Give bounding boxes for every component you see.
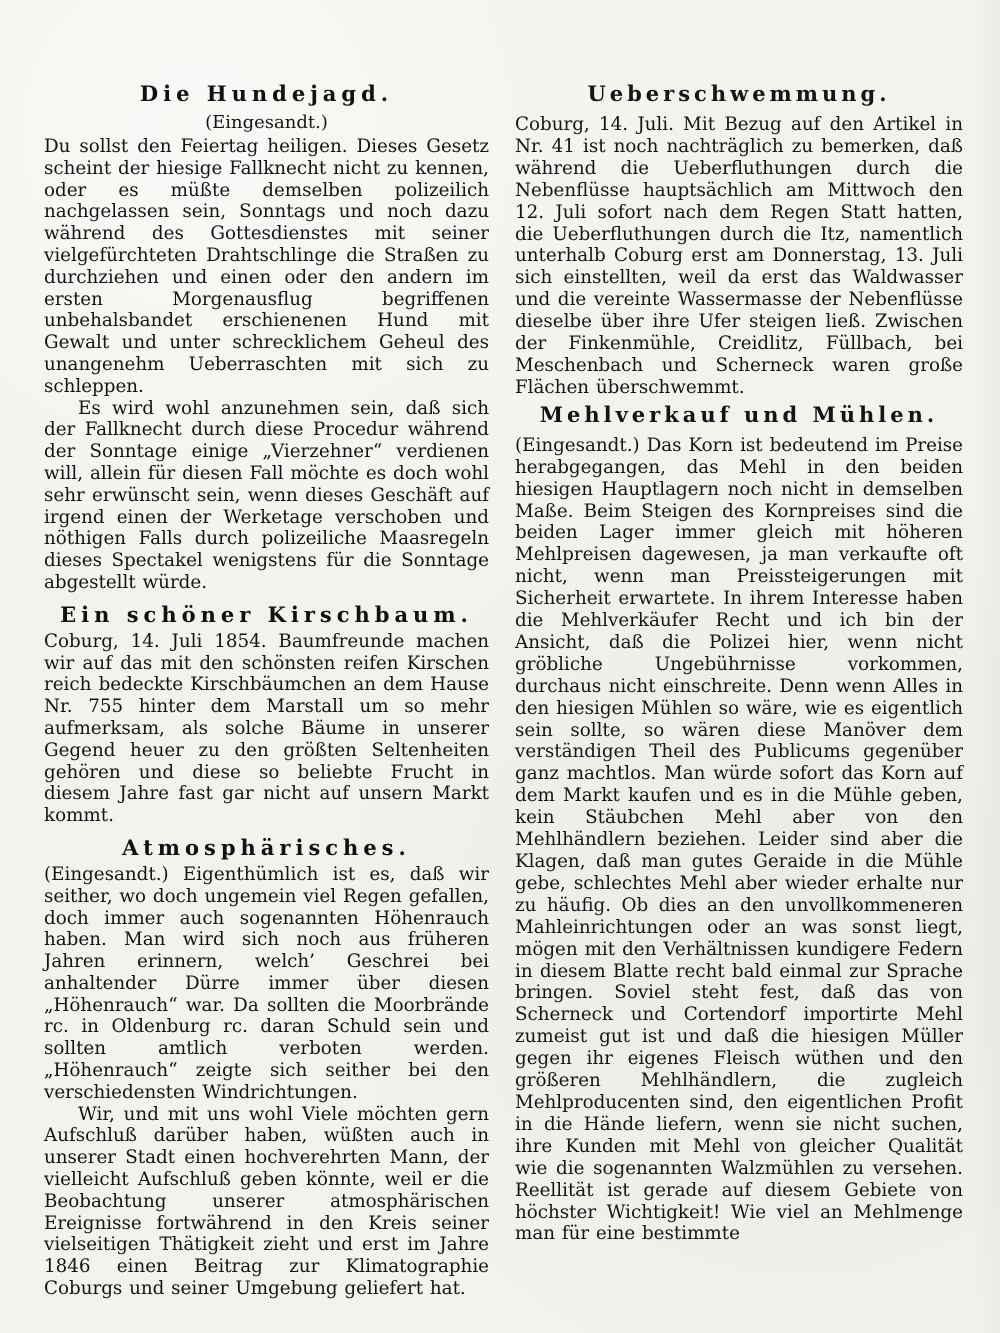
section-title-atmosphaerisches: Atmosphärisches. — [122, 834, 411, 860]
paragraph-hundejagd-2: Es wird wohl anzunehmen sein, daß sich der Fallknecht durch diese Procedur während der Sonntage einige „Vierzehner“ verdienen will, allein für diesen Fall möchte es doch wohl sehr erwünscht sein, wenn dieses Geschäft auf irgend einen der Werketage verschoben und nöthigen Falls durch polizeiliche Maasregeln dieses Spectakel wenigstens für die Sonntage abgestellt würde. — [44, 397, 489, 593]
paragraph-atmosphaerisches-2: Wir, und mit uns wohl Viele möchten gern Aufschluß darüber haben, wüßten auch in unserer Stadt einen hochverehrten Mann, der vielleicht Aufschluß geben könnte, weil er die Beobachtung unserer atmosphärischen Ereignisse fortwährend in den Kreis seiner vielseitigen Thätigkeit zieht und erst im Jahre 1846 einen Beitrag zur Klimatographie Coburgs und seiner Umgebung geliefert hat. — [44, 1103, 489, 1300]
paragraph-mehlverkauf-1: (Eingesandt.) Das Korn ist bedeutend im Preise herabgegangen, das Mehl in den beiden hiesigen Hauptlagern noch nicht in demselben Maße. Beim Steigen des Kornpreises sind die beiden Lager immer gleich mit höheren Mehlpreisen dagewesen, ja man verkaufte oft nicht, wenn man Preissteigerungen mit Sicherheit erwartete. In ihrem Interesse haben die Mehlverkäufer Recht und ich bin der Ansicht, daß die Polizei hier, wenn nicht gröbliche Ungebührnisse vorkommen, durchaus nicht einschreite. Denn wenn Alles in den hiesigen Mühlen so wäre, wie es eigentlich sein sollte, so wären diese Manöver dem verständigen Theil des Publicums gegenüber ganz machtlos. Man würde sofort das Korn auf dem Markt kaufen und es in die Mühle geben, kein Stäubchen Mehl aber von den Mehlhändlern beziehen. Leider sind aber die Klagen, daß man gutes Geraide in die Mühle gebe, schlechtes Mehl aber wieder erhalte nur zu häufig. Ob dies an den unvollkommeneren Mahleinrichtungen oder an was sonst liegt, mögen mit den Verhältnissen kundigere Federn in diesem Blatte recht bald einmal zur Sprache bringen. Soviel steht fest, daß das von Scherneck und Cortendorf importirte Mehl zumeist gut ist und daß die hiesigen Müller gegen ihr eigenes Fleisch wüthen und den größeren Mehlhändlern, die zugleich Mehlproducenten sind, den eigentlichen Profit in die Hände liefern, wenn sie nicht suchen, ihre Kunden mit Mehl von gleicher Qualität wie die sogenannten Walzmühlen zu versehen. Reellität ist gerade auf diesem Gebiete von höchster Wichtigkeit! Wie viel an Mehlmenge man für eine bestimmte — [515, 434, 963, 1245]
left-column — [44, 78, 489, 1300]
section-title-kirschbaum: Ein schöner Kirschbaum. — [60, 601, 473, 627]
section-title-mehlverkauf: Mehlverkauf und Mühlen. — [539, 401, 939, 427]
paragraph-atmosphaerisches-1: (Eingesandt.) Eigenthümlich ist es, daß wir seither, wo doch ungemein viel Regen gefallen, doch immer auch sogenannten Höhenrauch haben. Man wird sich noch aus früheren Jahren erinnern, welch’ Geschrei bei anhaltender Dürre immer über diesen „Höhenrauch“ war. Da sollten die Moorbrände rc. in Oldenburg rc. daran Schuld sein und sollten amtlich verboten werden. „Höhenrauch“ zeigte sich seither bei den verschiedensten Windrichtungen. — [44, 863, 489, 1103]
section-title-ueberschwemmung: Ueberschwemmung. — [587, 81, 891, 106]
page-edge-shadow — [976, 0, 1000, 1333]
section-title-hundejagd: Die Hundejagd. — [139, 81, 394, 106]
paragraph-kirschbaum-1: Coburg, 14. Juli 1854. Baumfreunde machen wir auf das mit den schönsten reifen Kirschen reich bedeckte Kirschbäumchen an dem Hause Nr. 755 hinter dem Marstall um so mehr aufmerksam, als solche Bäume in unserer Gegend heuer zu den größten Seltenheiten gehören und diese so beliebte Frucht in diesem Jahre fast gar nicht auf unsern Markt kommt. — [44, 630, 489, 827]
paragraph-hundejagd-1: Du sollst den Feiertag heiligen. Dieses Gesetz scheint der hiesige Fallknecht nicht zu kennen, oder es müßte demselben polizeilich nachgelassen sein, Sonntags und noch dazu während des Gottesdienstes mit seiner vielgefürchteten Drahtschlinge die Straßen zu durchziehen und einen oder den andern im ersten Morgenausflug begriffenen unbehalsbandet erschienenen Hund mit Gewalt und unter schrecklichem Geheul des unangenehm Ueberraschten mit sich zu schleppen. — [44, 136, 489, 397]
section-subtitle-hundejagd: (Eingesandt.) — [205, 112, 328, 133]
paragraph-ueberschwemmung-1: Coburg, 14. Juli. Mit Bezug auf den Artikel in Nr. 41 ist noch nachträglich zu bemerken, daß während die Ueberfluthungen durch die Nebenflüsse hauptsächlich am Mittwoch den 12. Juli sofort nach dem Regen Statt hatten, die Ueberfluthungen durch die Itz, namentlich unterhalb Coburg erst am Donnerstag, 13. Juli sich einstellten, weil da erst das Waldwasser und die vereinte Wassermasse der Nebenflüsse dieselbe über ihre Ufer steigen ließ. Zwischen der Finkenmühle, Creidlitz, Füllbach, bei Meschenbach und Scherneck waren große Flächen überschwemmt. — [515, 114, 963, 398]
right-column — [515, 78, 963, 1245]
